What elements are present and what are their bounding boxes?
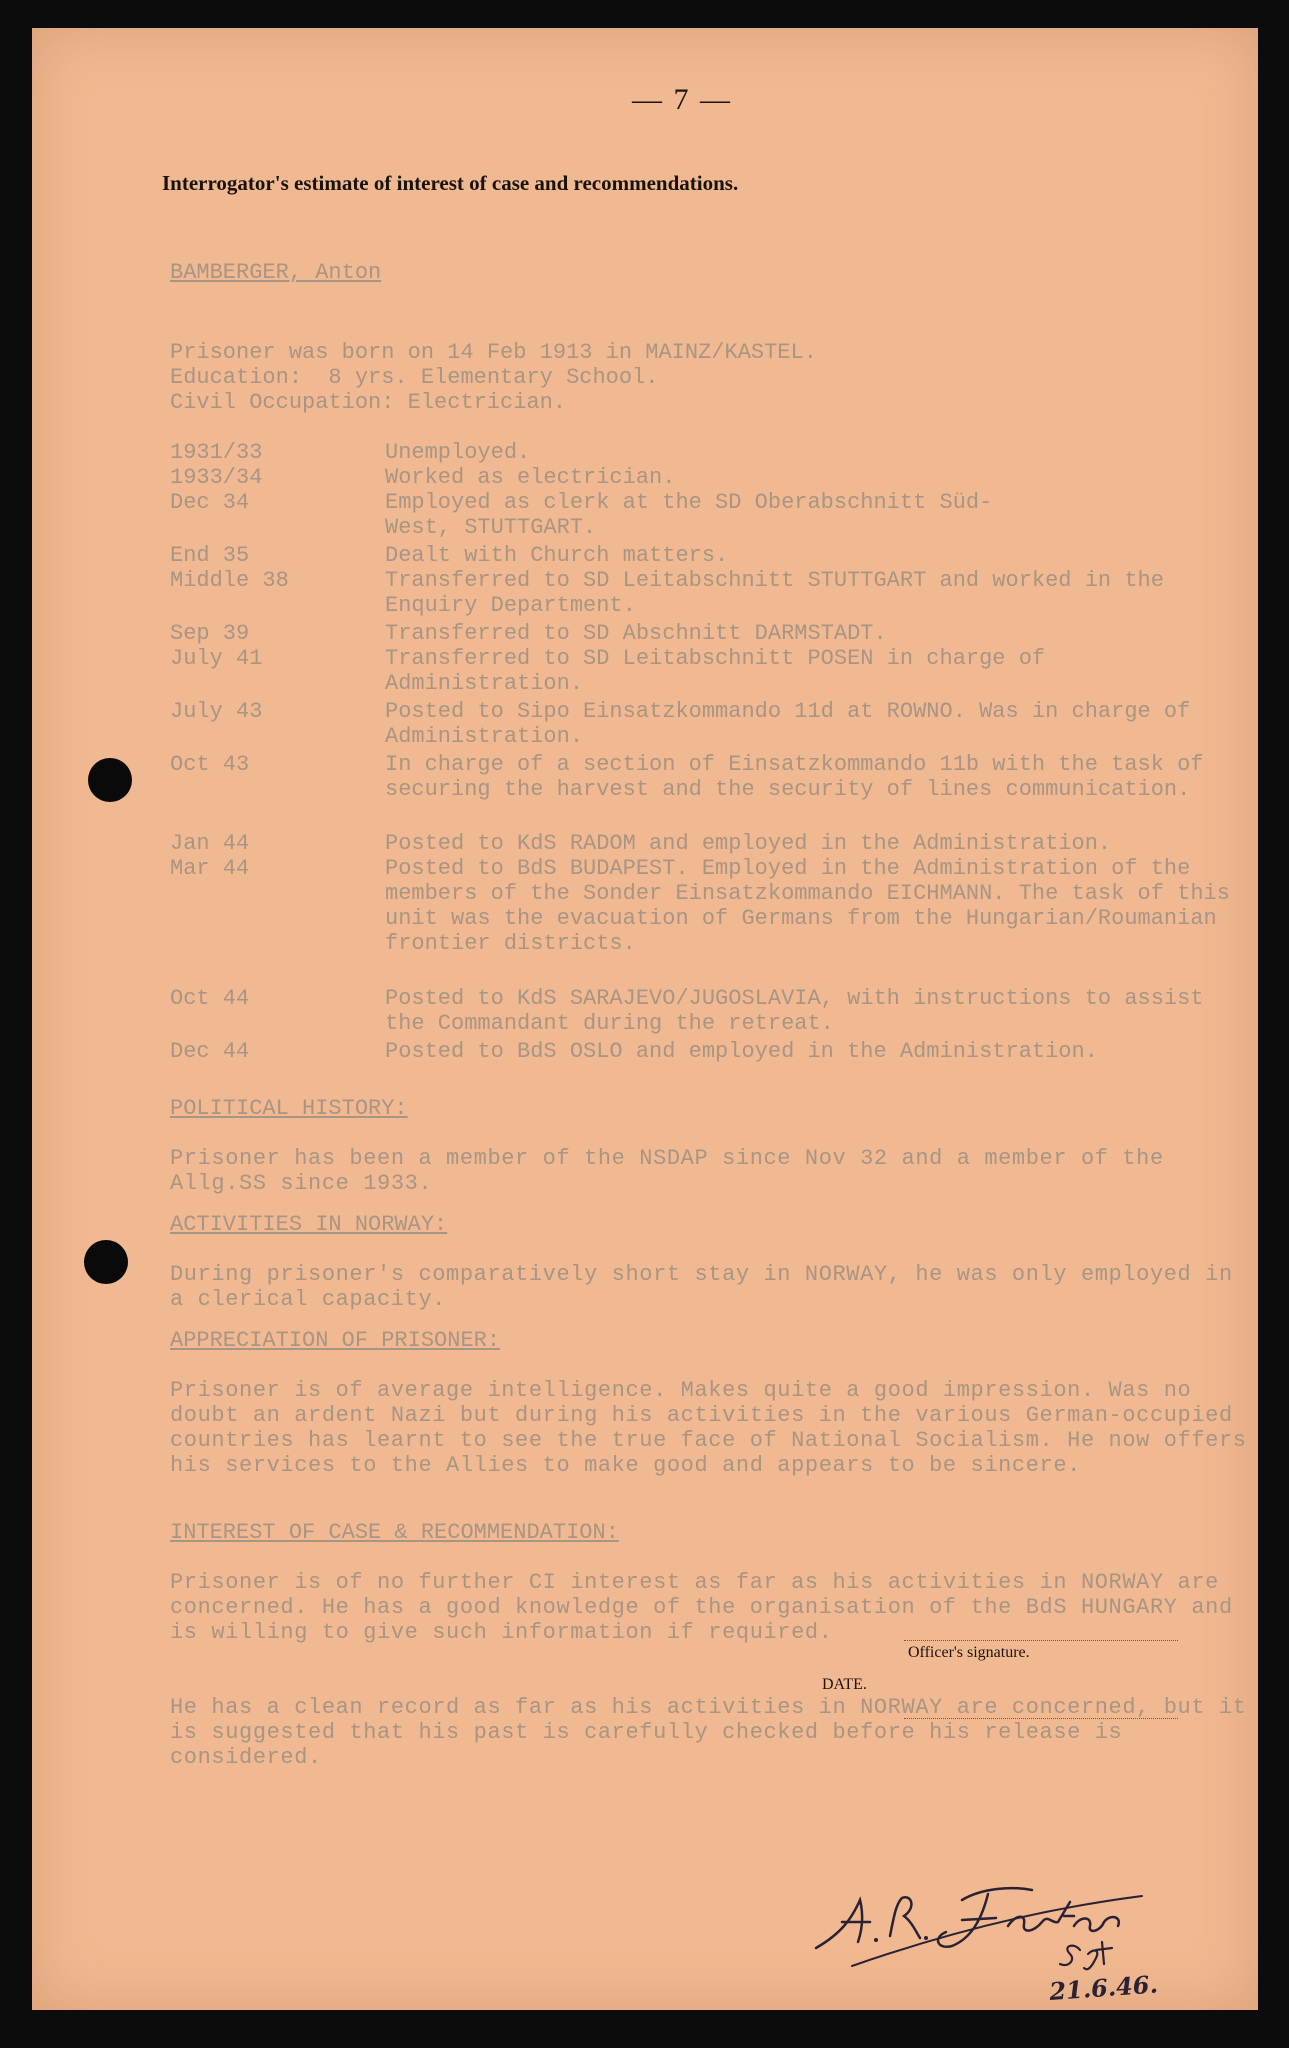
career-text: Worked as electrician. xyxy=(385,465,676,490)
page-number: — 7 — xyxy=(632,83,732,116)
intro-line-occupation: Civil Occupation: Electrician. xyxy=(170,390,567,415)
career-date: Middle 38 xyxy=(170,568,289,593)
appreciation-heading: APPRECIATION OF PRISONER: xyxy=(170,1328,501,1353)
officer-signature-label: Officer's signature. xyxy=(908,1644,1030,1661)
career-text: Transferred to SD Abschnitt DARMSTADT. xyxy=(385,621,887,646)
date-label: DATE. xyxy=(822,1676,867,1693)
form-heading: Interrogator's estimate of interest of case and recommendations. xyxy=(162,171,739,195)
prisoner-name: BAMBERGER, Anton xyxy=(170,260,382,285)
career-text: Posted to BdS OSLO and employed in the Administration. xyxy=(385,1039,1098,1064)
intro-line-education: Education: 8 yrs. Elementary School. xyxy=(170,365,659,390)
career-date: Oct 43 xyxy=(170,752,250,777)
date-dotted-line xyxy=(904,1718,1178,1719)
career-text: Unemployed. xyxy=(385,440,531,465)
svg-text:21.6.46.: 21.6.46. xyxy=(1048,1969,1159,2006)
career-text: Employed as clerk at the SD Oberabschnitt Süd-West, STUTTGART. xyxy=(385,490,993,540)
appreciation-text: Prisoner is of average intelligence. Makes quite a good impression. Was no doubt an ardent Nazi but during his activities in the various German-occupied countries has learnt to see the true face of National Socialism. He now offers his services to the Allies to make good and appears to be sincere. xyxy=(170,1378,1247,1478)
career-text: Posted to KdS SARAJEVO/JUGOSLAVIA, with instructions to assist the Commandant during the retreat. xyxy=(385,986,1204,1036)
activities-norway-text: During prisoner's comparatively short stay in NORWAY, he was only employed in a clerical capacity. xyxy=(170,1262,1233,1312)
handwritten-signature xyxy=(812,1838,1172,2008)
career-entry xyxy=(170,856,1250,956)
career-date: Jan 44 xyxy=(170,831,250,856)
career-date: Sep 39 xyxy=(170,621,250,646)
career-text: Posted to Sipo Einsatzkommando 11d at ROWNO. Was in charge of Administration. xyxy=(385,699,1191,749)
career-entry xyxy=(170,1039,1250,1139)
signature-dotted-line xyxy=(904,1640,1178,1641)
career-text: Dealt with Church matters. xyxy=(385,543,729,568)
intro-line-birth: Prisoner was born on 14 Feb 1913 in MAINZ/KASTEL. xyxy=(170,340,817,365)
career-date: End 35 xyxy=(170,543,250,568)
career-text: Transferred to SD Leitabschnitt STUTTGART and worked in the Enquiry Department. xyxy=(385,568,1164,618)
career-text: In charge of a section of Einsatzkommando 11b with the task of securing the harvest and the security of lines communication. xyxy=(385,752,1204,802)
career-date: Oct 44 xyxy=(170,986,250,1011)
interest-heading: INTEREST OF CASE & RECOMMENDATION: xyxy=(170,1520,619,1545)
political-history-heading: POLITICAL HISTORY: xyxy=(170,1096,408,1121)
interest-text-2: He has a clean record as far as his activities in NORWAY are concerned, but it is suggested that his past is carefully checked before his release is considered. xyxy=(170,1695,1247,1770)
activities-norway-heading: ACTIVITIES IN NORWAY: xyxy=(170,1212,448,1237)
punch-hole-lower xyxy=(84,1240,128,1284)
career-text: Posted to KdS RADOM and employed in the Administration. xyxy=(385,831,1112,856)
career-text: Transferred to SD Leitabschnitt POSEN in charge of Administration. xyxy=(385,646,1046,696)
career-date: July 43 xyxy=(170,699,263,724)
career-date: July 41 xyxy=(170,646,263,671)
career-date: 1933/34 xyxy=(170,465,263,490)
political-history-text: Prisoner has been a member of the NSDAP since Nov 32 and a member of the Allg.SS since 1933. xyxy=(170,1146,1164,1196)
career-date: 1931/33 xyxy=(170,440,263,465)
career-date: Dec 34 xyxy=(170,490,250,515)
document-page xyxy=(32,28,1258,2010)
interest-text-1: Prisoner is of no further CI interest as far as his activities in NORWAY are concerned. He has a good knowledge of the organisation of the BdS HUNGARY and is willing to give such information if required. xyxy=(170,1570,1233,1645)
career-text: Posted to BdS BUDAPEST. Employed in the Administration of the members of the Sonder Einsatzkommando EICHMANN. The task of this unit was the evacuation of Germans from the Hungarian/Roumanian frontier districts. xyxy=(385,856,1230,956)
career-date: Dec 44 xyxy=(170,1039,250,1064)
career-date: Mar 44 xyxy=(170,856,250,881)
punch-hole-upper xyxy=(88,758,132,802)
